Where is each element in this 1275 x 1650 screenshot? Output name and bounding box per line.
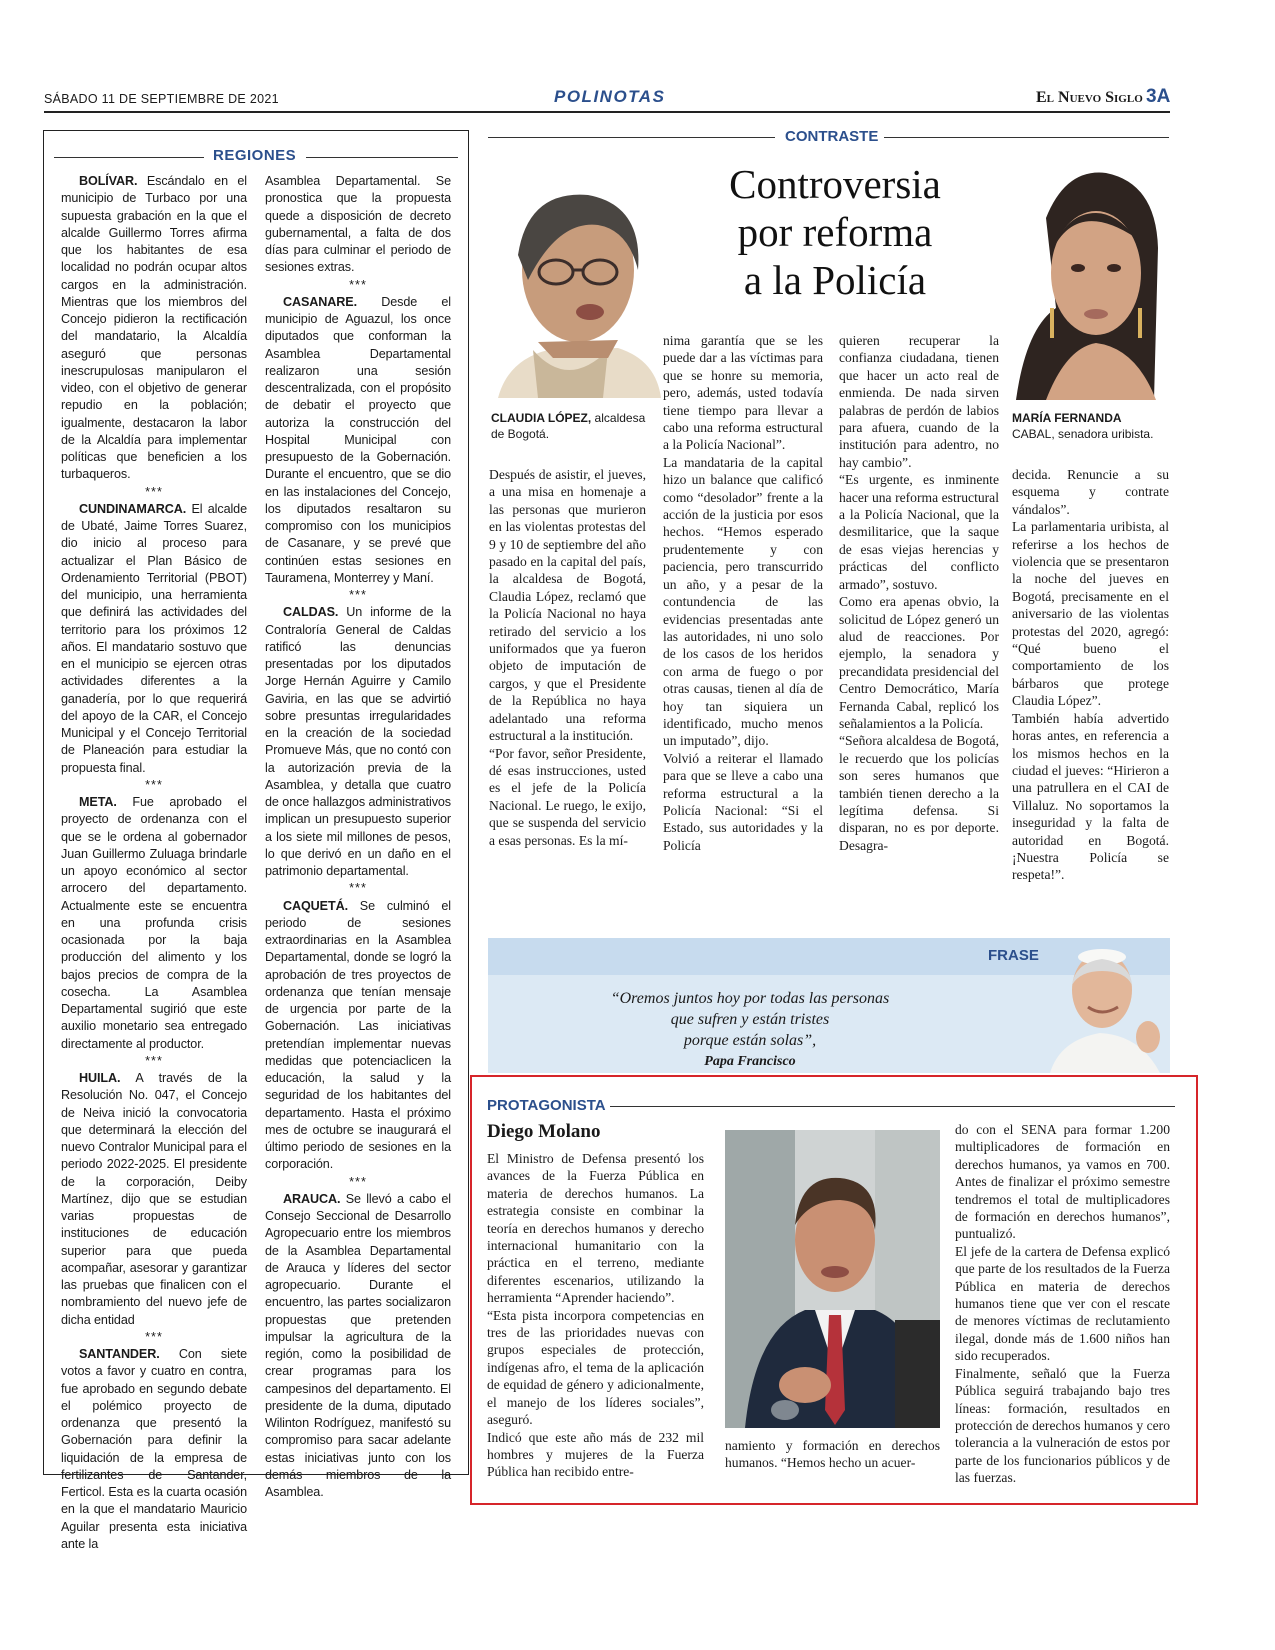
region-brief [61,1346,247,1553]
article-paragraph: Finalmente, señaló que la Fuerza Pública seguirá trabajando bajo tres líneas: formación, resultados en protección de derechos humanos y cero tolerancia a la vulneración de estos por parte de los funcionarios públicos y de las fuerzas. [955,1365,1170,1486]
article-paragraph: decida. Renuncie a su esquema y contrate vándalos”. [1012,467,1169,517]
caption-cabal-name: MARÍA FERNANDA [1012,411,1122,425]
region-brief-place: ARAUCA. [283,1191,341,1206]
region-brief-place: CALDAS. [283,605,339,620]
regiones-rule-right [306,157,458,158]
header-rule [44,111,1170,113]
page-header [44,88,1170,110]
regiones-title: REGIONES [213,147,297,164]
quote-line-1: “Oremos juntos hoy por todas las personas [610,990,890,1007]
region-brief-text: Fue aprobado el proyecto de ordenanza con el que se le ordena al gobernador Juan Guillermo Zuluaga brindarle un apoyo económico al sector arrocero del departamento. Actualmente este se encuentra en una profunda crisis ocasionada por la baja producción del alimento y los bajos precios de compra de la cosecha. La Asamblea Departamental sugirió que este auxilio monetario sea entregado directamente al productor. [61,795,247,1051]
article-paragraph: El Ministro de Defensa presentó los avances de la Fuerza Pública en materia de derechos humanos. La estrategia consiste en combinar la teoría en derechos humanos y derecho internacional humanitario con la práctica en el terreno, mediante diferentes escenarios, utilizando la herramienta “Aprender haciendo”. [487,1151,704,1306]
protagonista-name: Diego Molano [487,1121,601,1142]
protagonista-column-2-tail [725,1437,940,1477]
protagonista-column-1 [487,1150,704,1480]
claudia-lopez-photo [478,160,661,398]
region-brief-place: CASANARE. [283,294,357,309]
region-brief [265,173,451,277]
contraste-rule-right [884,137,1169,138]
article-paragraph: También había advertido horas antes, en referencia a los mismos hechos en la ciudad el jueves: “Hirieron a una patrullera en el CAI de Villaluz. No soportamos la inseguridad y la falta de autoridad en Bogotá. ¡Nuestra Policía se respeta!”. [1012,710,1169,883]
region-brief [265,604,451,880]
article-paragraph: Como era apenas obvio, la solicitud de López generó un alud de reacciones. Por ejemplo, la senadora y precandidata presidencial del Centro Democrático, María Fernanda Cabal, replicó los señalamientos a la Policía. [839,594,999,731]
region-brief [61,1070,247,1329]
article-paragraph: Volvió a reiterar el llamado para que se lleve a cabo una reforma estructural a la Policía Nacional: “Si el Estado, sus autoridades y la Policía [663,750,823,853]
brief-separator: *** [349,881,367,896]
article-paragraph: “Por favor, señor Presidente, dé esas instrucciones, usted es el jefe de la Policía Nacional. Le ruego, le exijo, que se suspenda del servicio a esas personas. Es la mí- [489,745,646,848]
article-paragraph: Después de asistir, el jueves, a una misa en homenaje a las personas que murieron en las violentas protestas del 9 y 10 de septiembre del año pasado en la capital del país, la alcaldesa de Bogotá, Claudia López, reclamó que la Policía Nacional no haya retirado del servicio a los uniformados que ya fueron objeto de imputación de cargos, y que el Presidente de la República no haya adelantado una reforma estructural a la institución. [489,467,646,744]
contraste-column-1 [489,466,646,906]
protagonista-label: PROTAGONISTA [487,1097,606,1114]
frase-label: FRASE [988,947,1039,964]
brief-separator: *** [349,588,367,602]
article-paragraph: “Es urgente, es inminente hacer una reforma estructural a la Policía Nacional, que la desmilitarice, que la saque de esas viejas herencias y prácticas del conflicto armado”, sostuvo. [839,472,999,592]
headline-line-2: por reforma [737,209,933,255]
caption-claudia-role: alcaldesa de Bogotá. [491,411,646,441]
contraste-column-3 [839,332,999,906]
region-brief-text: Desde el municipio de Aguazul, los once diputados que conforman la Asamblea Departamental realizaron una sesión descentralizada, con el propósito de debatir el proyecto que autoriza la construcción del Hospital Municipal con presupuesto de la Gobernación. Durante el encuentro, que se dio en las instalaciones del Concejo, los diputados resaltaron su compromiso con los municipios de Casanare, y se prevé que continúen estas sesiones en Tauramena, Monterrey y Maní. [265,294,451,585]
quote-line-3: porque están solas”, [683,1032,817,1049]
region-brief-place: CAQUETÁ. [283,898,348,913]
quote-line-2: que sufren y están tristes [670,1011,830,1028]
article-paragraph: El jefe de la cartera de Defensa explicó que parte de los resultados de la Fuerza Pública en materia de derechos humanos tiene que ver con el rescate de menores víctimas de reclutamiento ilegal, donde más de 1.600 niños han sido recuperados. [955,1243,1170,1364]
regiones-left-column [61,173,247,1551]
diego-molano-photo [725,1130,940,1428]
regiones-rule-left [54,157,204,158]
header-section: POLINOTAS [554,87,666,106]
header-paper-name: El Nuevo Siglo [1036,89,1143,106]
region-brief-place: SANTANDER. [79,1347,160,1361]
region-brief [61,173,247,484]
quote-author: Papa Francisco [704,1054,796,1069]
region-brief-text: Se culminó el periodo de sesiones extraordinarias en la Asamblea Departamental, donde se logró la aprobación de tres proyectos de ordenanza que tenían mensaje de urgencia por parte de la Gobernación. Las iniciativas pretendían implementar nuevas medidas que potenciaclicen la educación, la salud y la seguridad de los habitantes del departamento. Hasta el próximo mes de octubre se inaugurará el último periodo de sesiones en la corporación. [265,898,451,1172]
caption-cabal [1012,410,1172,442]
region-brief [265,898,451,1174]
maria-fernanda-cabal-photo [986,158,1171,400]
brief-separator: *** [349,1174,367,1189]
headline-line-1: Controversia [729,161,941,207]
article-paragraph: do con el SENA para formar 1.200 multiplicadores de formación en derechos humanos, ya vamos en 700. Antes de finalizar el próximo semestre tendremos el total de multiplicadores de formación en derechos humanos”, puntualizó. [955,1122,1170,1242]
pope-francis-photo [1040,945,1170,1073]
article-paragraph: La parlamentaria uribista, al referirse a los hechos de violencia que se presentaron la noche del jueves en Bogotá, precisamente en el aniversario de las violentas protestas del 2020, agregó: “Qué bueno el comportamiento de los bárbaros que protege Claudia López”. [1012,519,1169,709]
region-brief-place: CUNDINAMARCA. [79,501,187,516]
headline-line-3: a la Policía [743,257,927,303]
article-paragraph: quieren recuperar la confianza ciudadana, tienen que hacer un acto real de enmienda. De nada sirven palabras de perdón de labios para afuera, cuando de la institución para adentro, no hay cambio”. [839,333,999,470]
contraste-kicker: CONTRASTE [785,128,879,145]
article-paragraph: “Señora alcaldesa de Bogotá, le recuerdo que los policías son seres humanos que también tienen derecho a la legítima defensa. Si disparan, no es por deporte. Desagra- [839,733,999,853]
region-brief-text: El alcalde de Ubaté, Jaime Torres Suarez, dio inicio al proceso para actualizar el Plan Básico de Ordenamiento Territorial (PBOT) del municipio, una herramienta que definirá las actividades del territorio para los próximos 12 años. El mandatario sostuvo que en el municipio se ejercen otras actividades diferentes a la ganadería, por lo que requerirá del apoyo de la CAR, el Concejo Municipal y el Concejo Territorial de Planeación para estudiar la propuesta final. [61,501,247,775]
caption-cabal-role: CABAL, senadora uribista. [1012,427,1154,441]
contraste-headline [690,160,980,304]
article-paragraph: “Esta pista incorpora competencias en tres de las prioridades nuevas con grupos especiales de protección, indígenas afro, el tema de la aplicación de equidad de género y adicionalmente, el manejo de los líderes sociales”, aseguró. [487,1307,704,1428]
brief-separator: *** [145,777,163,792]
region-brief [265,294,451,587]
caption-claudia [491,410,651,442]
protagonista-rule [610,1106,1175,1107]
brief-separator: *** [145,1053,163,1068]
col2-tail-text: namiento y formación en derechos humanos. “Hemos hecho un acuer- [725,1438,940,1471]
brief-separator: *** [349,277,367,292]
contraste-column-4 [1012,466,1169,906]
caption-claudia-name: CLAUDIA LÓPEZ, [491,411,592,425]
region-brief [61,794,247,1053]
frase-quote [540,988,960,1072]
region-brief-text: Escándalo en el municipio de Turbaco por una supuesta grabación en la que el alcalde Guillermo Torres afirma que los habitantes de esa localidad no podrán ocupar altos cargos en la administración. Mientras que los miembros del Concejo pidieron la rectificación del mandatario, la Alcaldía aseguró que personas inescrupulosas manipularon el video, con el objetivo de generar repudio en la población; igualmente, destacaron la labor de la Alcaldía para implementar políticas que beneficien a los turbaqueros. [61,174,247,482]
protagonista-column-3 [955,1121,1170,1486]
region-brief-place: META. [79,795,117,809]
contraste-column-2 [663,332,823,906]
region-brief-text: A través de la Resolución No. 047, el Concejo de Neiva inició la convocatoria que determinará la elección del nuevo Contralor Municipal para el periodo 2022-2025. El presidente de la corporación, Deiby Martínez, dijo que se estudian varias propuestas de instituciones de educación superior para que pueda acompañar, asesorar y garantizar las pruebas que finalicen con el nombramiento del nuevo jefe de dicha entidad [61,1071,247,1327]
region-brief-text: Un informe de la Contraloría General de Caldas ratificó las denuncias presentadas por los diputados Jorge Hernán Aguirre y Camilo Gaviria, en las que se advirtió sobre presuntas irregularidades en la creación de la sociedad Promueve Más, que no contó con la autorización previa de la Asamblea, y detalla que cuatro de once hallazgos administrativos implican un presupuesto superior a los siete mil millones de pesos, lo que derivó en un daño en el patrimonio departamental. [265,605,451,878]
region-brief [61,501,247,777]
region-brief-place: BOLÍVAR. [79,174,138,188]
region-brief-place: HUILA. [79,1071,121,1085]
region-brief-text: Asamblea Departamental. Se pronostica que la propuesta quede a disposición de decreto gubernamental, a falta de dos días para culminar el periodo de sesiones extras. [265,174,451,275]
contraste-rule-left [488,137,775,138]
regiones-right-column [265,173,451,1499]
article-paragraph: nima garantía que se les puede dar a las víctimas para que se honre su memoria, pero, además, usted todavía tiene tiempo para llevar a cabo una reforma estructural a la Policía Nacional”. [663,333,823,453]
brief-separator: *** [145,484,163,499]
article-paragraph: Indicó que este año más de 232 mil hombres y mujeres de la Fuerza Pública han recibido entre- [487,1429,704,1480]
region-brief-text: Se llevó a cabo el Consejo Seccional de Desarrollo Agropecuario entre los miembros de la Asamblea Departamental de Arauca y líderes del sector agropecuario. Durante el encuentro, las partes socializaron propuestas que pretenden impulsar la agricultura de la región, como la posibilidad de crear programas para los campesinos del departamento. El presidente de la duma, diputado Wilinton Rodríguez, manifestó su compromiso para sacar adelante estas iniciativas junto con los demás miembros de la Asamblea. [265,1191,451,1499]
header-date: SÁBADO 11 DE SEPTIEMBRE DE 2021 [44,92,279,106]
region-brief-text: Con siete votos a favor y cuatro en contra, fue aprobado en segundo debate el polémico proyecto de ordenanza que presentó la Gobernación para definir la liquidación de la empresa de fertilizantes de Santander, Ferticol. Esta es la cuarta ocasión en la que el mandatario Mauricio Aguilar presenta esta iniciativa ante la [61,1347,247,1551]
header-page-number: 3A [1146,86,1171,107]
article-paragraph: La mandataria de la capital hizo un balance que calificó como “desolador” frente a la acción de la justicia por esos hechos. “Hemos esperado prudentemente y con paciencia, pero transcurrido un año, y a pesar de la contundencia de las evidencias presentadas ante las autoridades, ni uno solo de los casos de los heridos con arma de fuego o por otras causas, tienen al día de hoy tan siquiera un identificado, mucho menos un imputado”, dijo. [663,454,823,749]
region-brief [265,1191,451,1502]
brief-separator: *** [145,1329,163,1344]
